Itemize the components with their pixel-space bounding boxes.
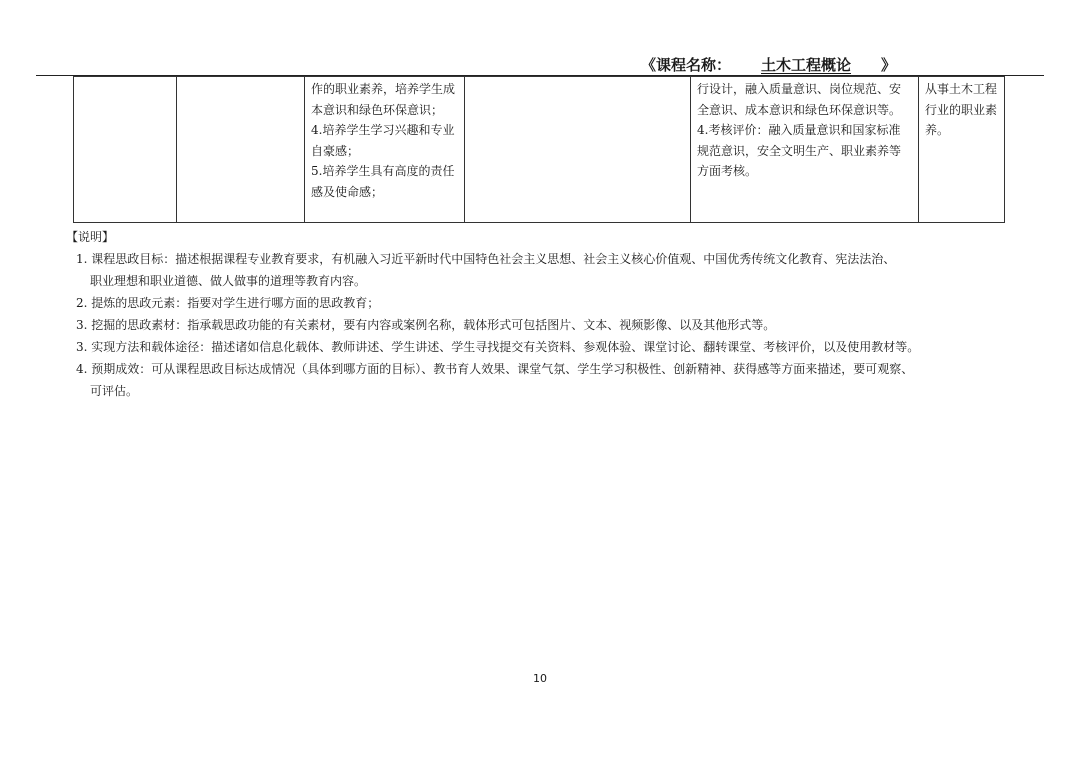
table-cell-5 [691,77,919,223]
note-text: 2. 提炼的思政元素：指要对学生进行哪方面的思政教育； [76,296,380,310]
note-text: 3. 挖掘的思政素材：指承载思政功能的有关素材，要有内容或案例名称，载体形式可包括图片、文本、视频影像、以及其他形式等。 [76,318,776,332]
note-item [66,248,1026,292]
table-cell-2 [177,77,305,223]
course-title-suffix: 》 [881,56,897,74]
table-cell-1 [74,77,177,223]
page-header [0,50,1080,76]
cell-text-outcomes: 从事土木工程行业的职业素养。 [925,82,998,137]
note-text: 4. 预期成效：可从课程思政目标达成情况（具体到哪方面的目标）、教书育人效果、课堂气氛、学生学习积极性、创新精神、获得感等方面来描述，要可观察、 [76,362,914,376]
table-row [74,77,1005,223]
cell-text-methods: 行设计，融入质量意识、岗位规范、安全意识、成本意识和绿色环保意识等。 4.考核评价：融入质量意识和国家标准规范意识，安全文明生产、职业素养等方面考核。 [697,82,902,178]
notes-heading: 【说明】 [66,230,115,244]
cell-text-goals: 作的职业素养，培养学生成本意识和绿色环保意识； 4.培养学生学习兴趣和专业自豪感； 5.培养学生具有高度的责任感及使命感； [311,82,456,199]
note-text-continued: 职业理想和职业道德、做人做事的道理等教育内容。 [90,274,367,288]
ideology-table [73,76,1005,223]
table-cell-6 [919,77,1005,223]
note-item [66,336,1026,358]
page-number: 10 [533,672,547,685]
table-cell-4 [465,77,691,223]
note-text: 1. 课程思政目标：描述根据课程专业教育要求，有机融入习近平新时代中国特色社会主义思想、社会主义核心价值观、中国优秀传统文化教育、宪法法治、 [76,252,896,266]
table-cell-3 [305,77,465,223]
course-name: 土木工程概论 [761,56,852,74]
note-item [66,314,1026,336]
course-title [641,54,896,75]
note-text: 3. 实现方法和载体途径：描述诸如信息化载体、教师讲述、学生讲述、学生寻找提交有关资料、参观体验、课堂讨论、翻转课堂、考核评价，以及使用教材等。 [76,340,920,354]
course-title-prefix: 《课程名称： [641,56,732,74]
note-item [66,292,1026,314]
note-item [66,358,1026,402]
notes-section [66,226,1026,402]
note-text-continued: 可评估。 [90,384,139,398]
